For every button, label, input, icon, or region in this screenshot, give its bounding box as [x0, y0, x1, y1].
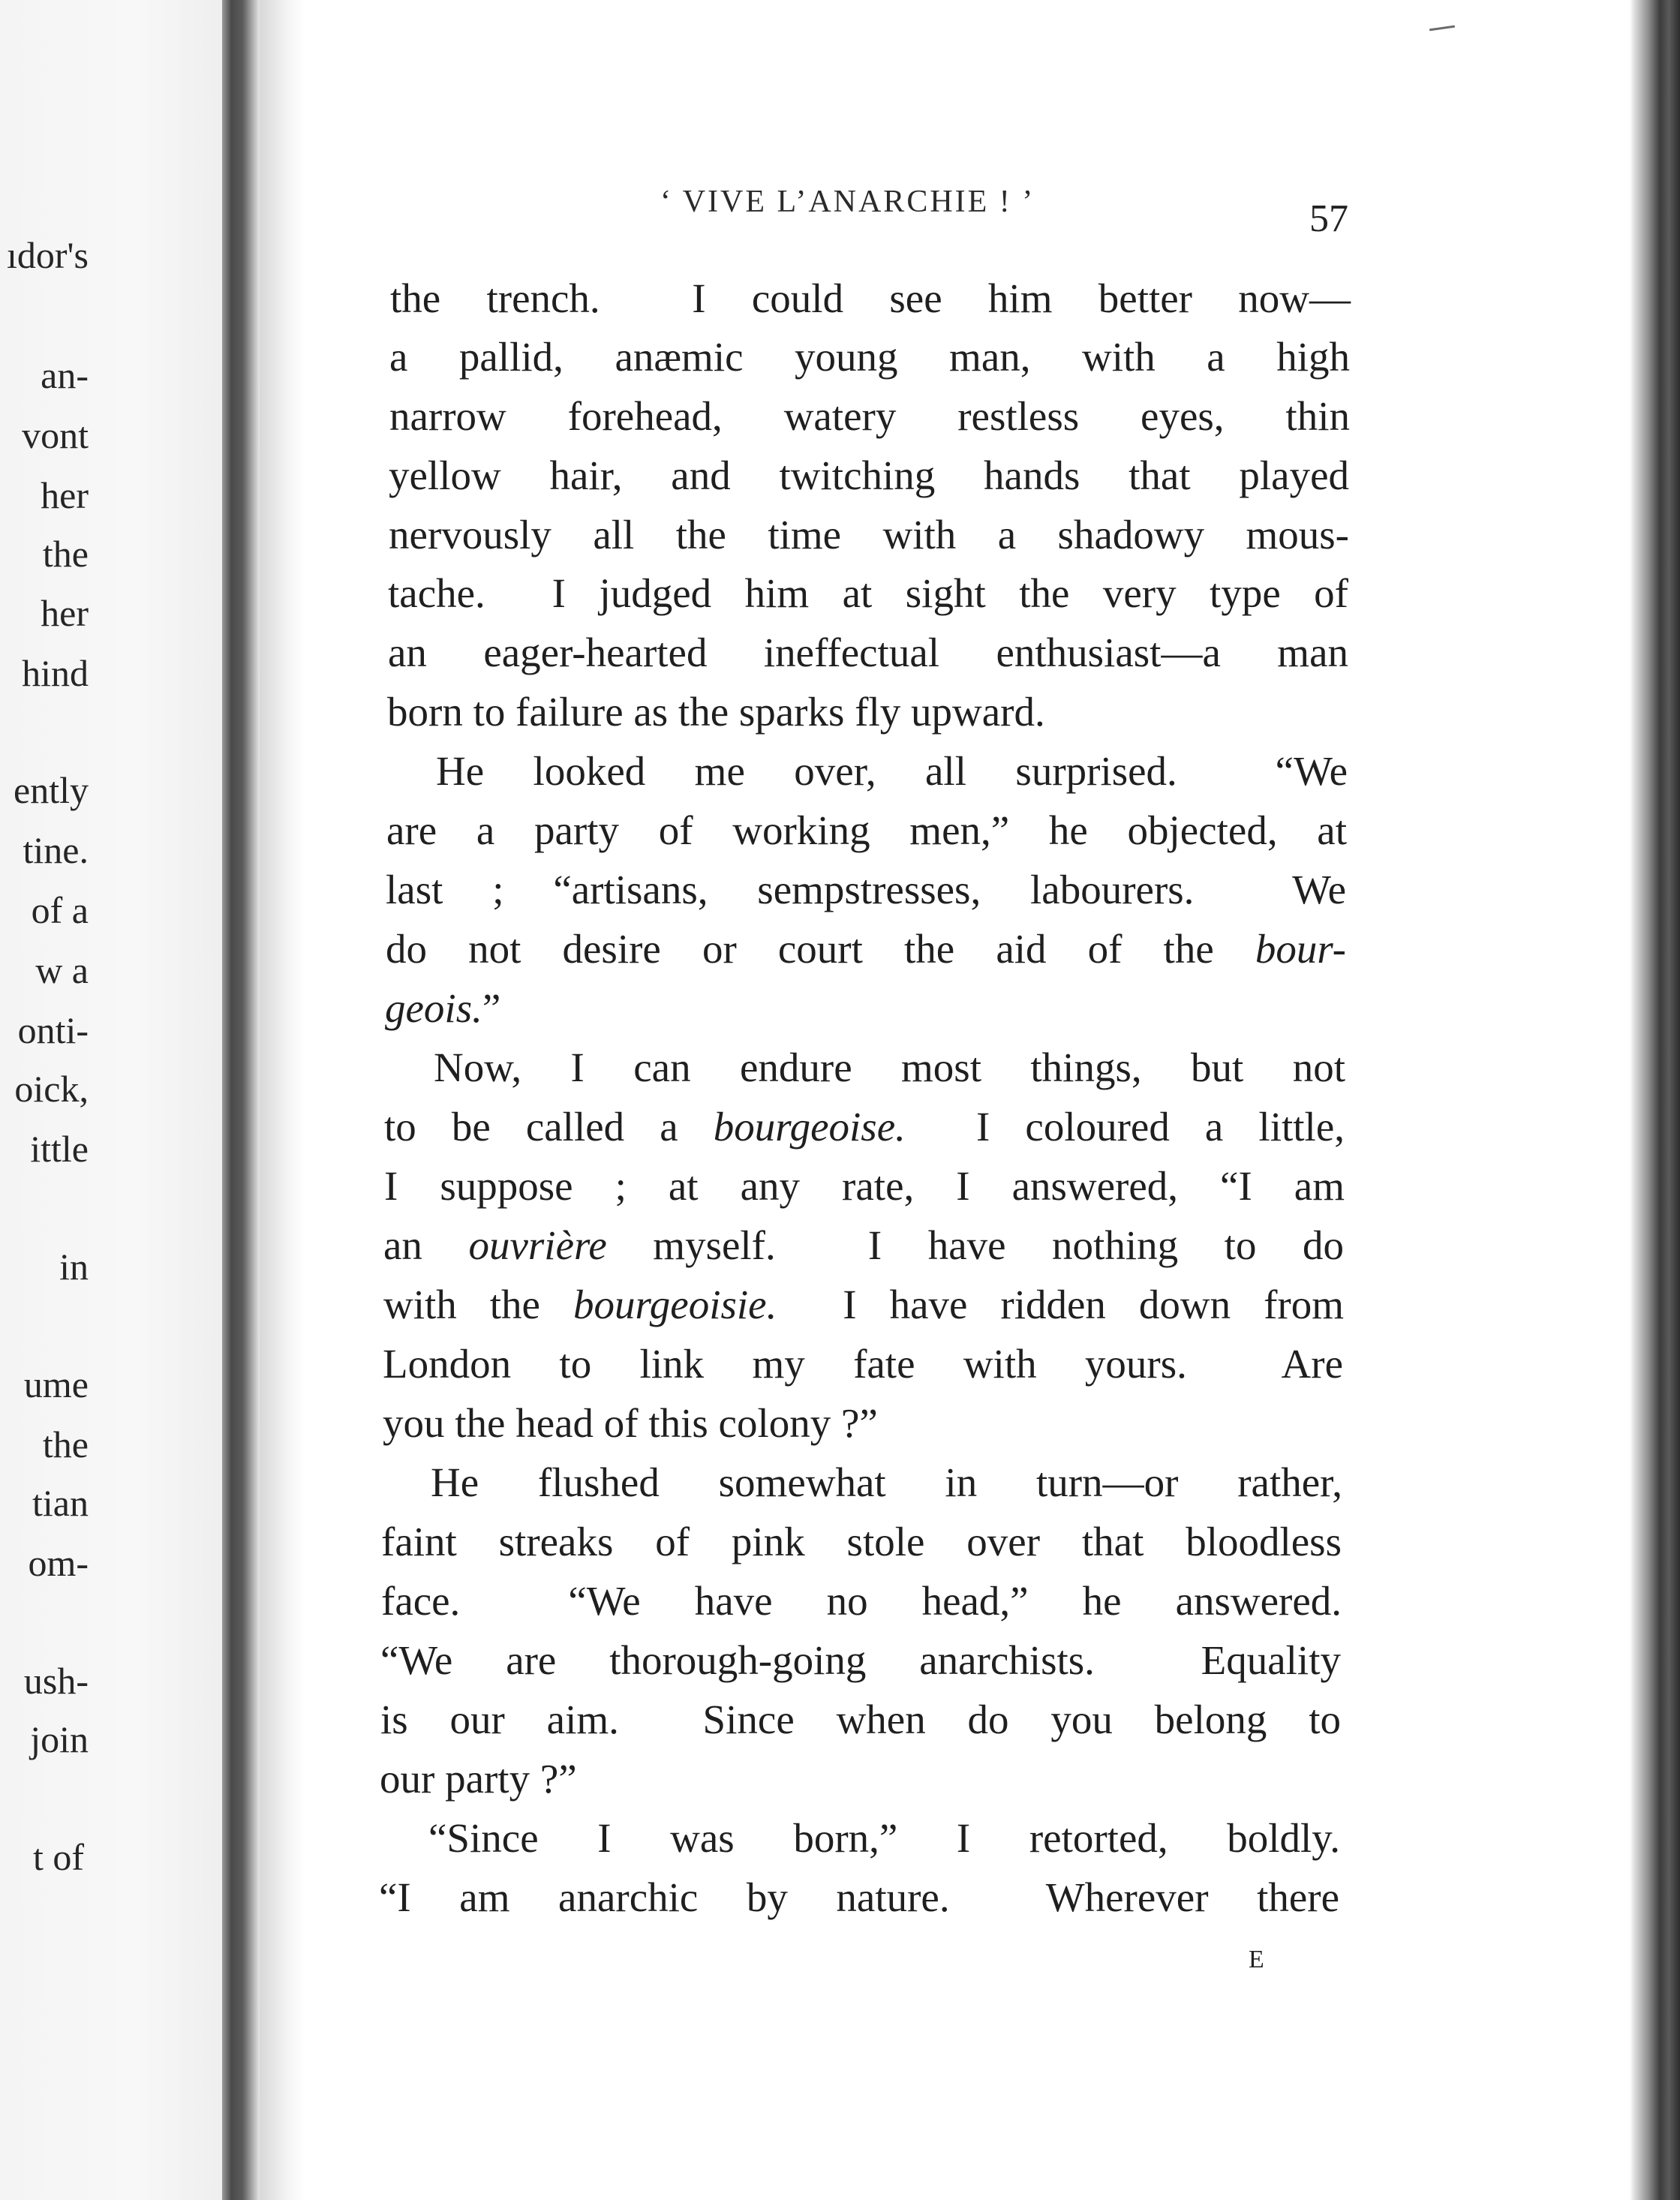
facing-page-fragment: ush-	[23, 1660, 89, 1702]
italic-term: bourgeoise.	[713, 1104, 906, 1150]
facing-page-fragment: join	[30, 1718, 89, 1760]
text-line: face. “We have no head,” he answered.	[381, 1578, 1342, 1624]
facing-page-fragment: ıdor's	[6, 234, 89, 276]
italic-term: bourgeoisie.	[573, 1282, 777, 1327]
text-line: I suppose ; at any rate, I answered, “I am	[384, 1163, 1345, 1209]
text-line: our party ?”	[380, 1756, 577, 1802]
facing-page-fragment: her	[41, 474, 89, 516]
page-number: 57	[1309, 197, 1348, 240]
facing-page-fragment: her	[41, 592, 89, 634]
facing-page-fragment: the	[42, 533, 89, 575]
facing-page-fragment: w a	[35, 949, 89, 991]
signature-mark: E	[1249, 1946, 1266, 1973]
text-line: narrow forehead, watery restless eyes, thin	[389, 393, 1350, 439]
text-line: He flushed somewhat in turn—or rather,	[431, 1459, 1342, 1505]
facing-page-fragment: om-	[28, 1542, 89, 1584]
facing-page-fragment: an-	[41, 354, 89, 396]
italic-term: geois.	[385, 985, 482, 1031]
italic-term: ouvrière	[468, 1222, 607, 1268]
facing-page-fragment: ently	[14, 769, 89, 811]
text-line: tache. I judged him at sight the very type of	[388, 570, 1348, 616]
text-line: an ouvrière myself. I have nothing to do	[383, 1222, 1344, 1268]
text-line: do not desire or court the aid of the bour-	[386, 926, 1346, 972]
text-line: He looked me over, all surprised. “We	[436, 748, 1348, 794]
facing-page-fragment: tian	[32, 1482, 89, 1524]
facing-page-fragment: of a	[31, 889, 89, 931]
text-line: is our aim. Since when do you belong to	[380, 1697, 1341, 1742]
facing-page-fragment: t of	[32, 1836, 84, 1878]
facing-page-fragment: in	[59, 1246, 89, 1288]
text-line: Now, I can endure most things, but not	[434, 1044, 1345, 1090]
text-line: are a party of working men,” he objected, at	[386, 807, 1347, 853]
facing-page-fragment: vont	[22, 414, 89, 456]
facing-page-fragment: onti-	[17, 1009, 89, 1051]
text-line: the trench. I could see him better now—	[390, 275, 1351, 321]
book-binding-right	[1636, 0, 1680, 2200]
text-line: you the head of this colony ?”	[383, 1400, 878, 1446]
book-gutter	[222, 0, 260, 2200]
facing-page-left	[0, 0, 225, 2200]
text-line: London to link my fate with yours. Are	[383, 1341, 1343, 1387]
edge-mark	[1429, 26, 1455, 32]
italic-term: bour-	[1255, 926, 1346, 972]
text-line: faint streaks of pink stole over that bloodless	[381, 1519, 1342, 1564]
gutter-shadow	[260, 0, 305, 2200]
text-line: nervously all the time with a shadowy mous-	[389, 512, 1349, 558]
text-line: with the bourgeoisie. I have ridden down from	[383, 1282, 1344, 1327]
facing-page-fragment: tine.	[23, 829, 89, 871]
text-line: to be called a bourgeoise. I coloured a little,	[384, 1104, 1345, 1150]
text-line: a pallid, anæmic young man, with a high	[389, 334, 1350, 380]
running-head: ‘ VIVE L’ANARCHIE ! ’	[660, 185, 1035, 219]
facing-page-fragment: ittle	[30, 1128, 89, 1170]
text-line: an eager-hearted ineffectual enthusiast—a man	[388, 630, 1348, 675]
facing-page-fragment: ume	[23, 1363, 89, 1405]
text-line: “I am anarchic by nature. Wherever there	[379, 1874, 1339, 1920]
text-line: yellow hair, and twitching hands that played	[389, 452, 1349, 498]
facing-page-fragment: the	[42, 1423, 89, 1465]
facing-page-fragment: oick,	[14, 1068, 89, 1110]
text-line: “Since I was born,” I retorted, boldly.	[428, 1815, 1340, 1861]
text-line: last ; “artisans, sempstresses, labourers. We	[386, 867, 1346, 912]
text-line: born to failure as the sparks fly upward.	[387, 689, 1045, 735]
text-line: geois.”	[385, 985, 501, 1031]
facing-page-fragment: hind	[22, 652, 89, 694]
text-line: “We are thorough-going anarchists. Equality	[380, 1637, 1341, 1683]
